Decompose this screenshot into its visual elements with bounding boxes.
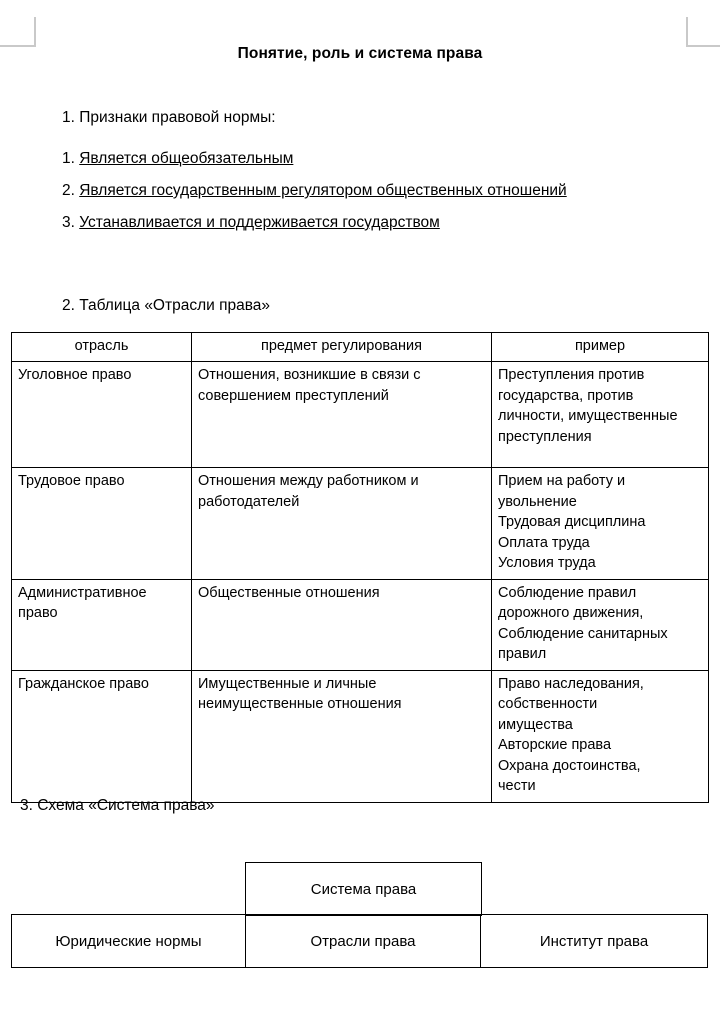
- table-cell-line: Оплата труда: [498, 534, 590, 551]
- table-cell-branch: Уголовное право: [12, 362, 192, 468]
- list-item-number: 3.: [62, 214, 80, 231]
- table-cell-subject: Имущественные и личные неимущественные отношения: [192, 670, 492, 802]
- list-item: [62, 143, 682, 175]
- table-cell-subject: Отношения, возникшие в связи с совершением преступлений: [192, 362, 492, 468]
- table-cell-subject: Отношения между работником и работодателей: [192, 468, 492, 580]
- table-cell-line: Трудовая дисциплина: [498, 514, 646, 530]
- diagram-node-institute-of-law: Институт права: [480, 914, 708, 968]
- table-cell-example: [492, 468, 709, 580]
- table-column-header-example: пример: [492, 333, 709, 362]
- page-title: Понятие, роль и система права: [237, 45, 483, 62]
- table-cell-subject: Общественные отношения: [192, 579, 492, 670]
- table-cell-branch: Трудовое право: [12, 468, 192, 580]
- table-row: [12, 670, 709, 802]
- table-cell-line: имущества: [498, 716, 573, 733]
- table-row: [12, 362, 709, 468]
- table-cell-line: Условия труда: [498, 555, 596, 571]
- diagram-node-legal-norms: Юридические нормы: [11, 914, 246, 968]
- table-cell-line: Право наследования,: [498, 675, 644, 692]
- table-row: [12, 579, 709, 670]
- diagram-node-root: Система права: [245, 862, 482, 916]
- table-cell-branch: Административное право: [12, 579, 192, 670]
- section-1-heading: 1. Признаки правовой нормы:: [62, 109, 276, 126]
- list-item-number: 2.: [62, 182, 80, 199]
- table-cell-line: Прием на работу и: [498, 473, 626, 489]
- diagram-node-branches-of-law: Отрасли права: [245, 914, 481, 968]
- table-cell-line: увольнение: [498, 493, 577, 510]
- table-cell-line: Охрана достоинства,: [498, 757, 641, 774]
- table-cell-line: чести: [498, 778, 536, 794]
- table-column-header-branch: отрасль: [12, 333, 192, 362]
- list-item-text: Устанавливается и поддерживается государством: [79, 214, 440, 231]
- table-cell-example: [492, 670, 709, 802]
- list-item: [62, 207, 682, 239]
- section-1-list: [62, 143, 682, 239]
- table-cell-line: собственности: [498, 696, 598, 712]
- section-2-heading: 2. Таблица «Отрасли права»: [62, 297, 271, 314]
- table-cell-example: Соблюдение правил дорожного движения, Соблюдение санитарных правил: [492, 579, 709, 670]
- branches-of-law-table: [11, 332, 709, 803]
- crop-mark-top-left-icon: [0, 17, 36, 47]
- list-item: [62, 175, 682, 207]
- diagram-row-children: [11, 914, 708, 968]
- list-item-text: Является общеобязательным: [79, 150, 294, 167]
- list-item-text: Является государственным регулятором общественных отношений: [79, 182, 567, 199]
- crop-mark-top-right-icon: [686, 17, 720, 47]
- list-item-number: 1.: [62, 150, 80, 167]
- table-column-header-subject: предмет регулирования: [192, 333, 492, 362]
- table-row: [12, 468, 709, 580]
- table-cell-branch: Гражданское право: [12, 670, 192, 802]
- section-3-heading: 3. Схема «Система права»: [20, 797, 215, 814]
- table-cell-example: Преступления против государства, против личности, имущественные преступления: [492, 362, 709, 468]
- table-cell-line: Авторские права: [498, 737, 612, 753]
- table-header-row: [12, 333, 709, 362]
